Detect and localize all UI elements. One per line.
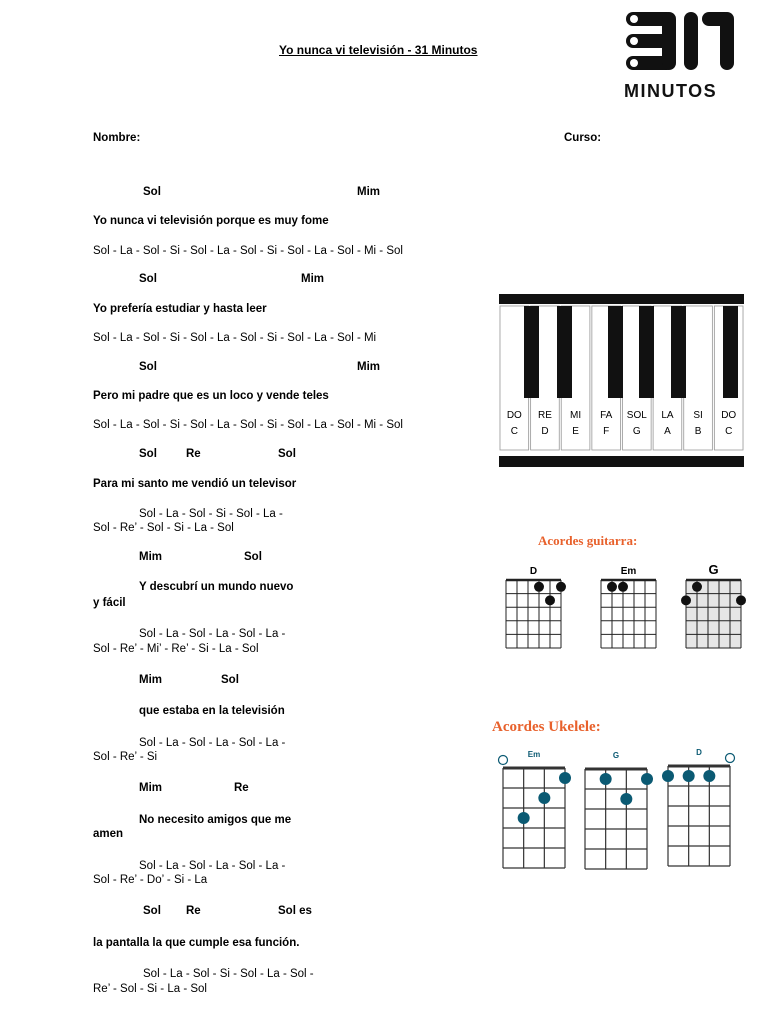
chord-label: Sol <box>278 448 296 460</box>
chord-finger-dot <box>662 770 674 782</box>
chord-label: Sol <box>143 905 161 917</box>
notes-line: Sol - La - Sol - La - Sol - La - <box>139 737 286 749</box>
piano-black-key <box>723 306 738 398</box>
chord-label: Mim <box>139 674 162 686</box>
ukulele-chord-d <box>662 748 730 866</box>
chord-finger-dot <box>538 792 550 804</box>
chord-label: Sol <box>143 186 161 198</box>
chord-finger-dot <box>681 595 691 605</box>
chord-finger-dot <box>534 582 544 592</box>
chord-label: Sol <box>139 448 157 460</box>
ukulele-chord-diagrams <box>496 742 746 874</box>
notes-line: Sol - La - Sol - Si - Sol - La - Sol - <box>143 968 314 980</box>
notes-line-continued: Sol - Re’ - Do’ - Si - La <box>93 874 208 886</box>
guitar-chord-em <box>601 566 656 648</box>
logo-graphic <box>622 8 740 100</box>
guitar-chord-diagrams <box>496 560 758 656</box>
piano-key-solfege: DO <box>506 410 522 421</box>
piano-key-letter: F <box>603 426 610 437</box>
lyric-line: Pero mi padre que es un loco y vende teles <box>93 390 329 402</box>
notes-line: Sol - La - Sol - Si - Sol - La - Sol - Si - Sol - La - Sol - Mi - Sol <box>93 419 403 431</box>
chord-finger-dot <box>556 582 566 592</box>
guitar-chords <box>496 560 758 656</box>
chord-finger-dot <box>683 770 695 782</box>
chord-label: Sol <box>221 674 239 686</box>
chord-finger-dot <box>641 773 653 785</box>
lyric-line: Y descubrí un mundo nuevo <box>139 581 294 593</box>
chord-finger-dot <box>736 595 746 605</box>
lyric-line-continued: amen <box>93 828 124 840</box>
chord-label: Mim <box>357 361 380 373</box>
ukulele-chords <box>496 742 746 874</box>
piano-diagram <box>499 294 744 467</box>
chord-label: Re <box>186 448 201 460</box>
ukulele-chord-name: Em <box>527 750 541 759</box>
chord-label: Mim <box>357 186 380 198</box>
guitar-chords-title: Acordes guitarra: <box>538 533 638 548</box>
chord-finger-dot <box>559 772 571 784</box>
chord-label: Mim <box>301 273 324 285</box>
chord-finger-dot <box>618 582 628 592</box>
chord-finger-dot <box>545 595 555 605</box>
logo-31-minutos <box>622 8 740 100</box>
curso-label: Curso: <box>564 132 602 144</box>
piano-key-solfege: SOL <box>626 410 647 421</box>
ukulele-chord-name: G <box>612 751 620 760</box>
piano-key-letter: C <box>725 426 733 437</box>
lyric-line: No necesito amigos que me <box>139 814 292 826</box>
chord-label: Mim <box>139 551 162 563</box>
notes-line: Sol - La - Sol - Si - Sol - La - <box>139 508 283 520</box>
open-string-marker <box>726 754 735 763</box>
piano-key-solfege: SI <box>693 410 703 421</box>
piano-key-letter: G <box>632 426 641 437</box>
piano-key-solfege: RE <box>537 410 552 421</box>
chord-label: Mim <box>139 782 162 794</box>
lyric-line: Para mi santo me vendió un televisor <box>93 478 297 490</box>
chord-label: Re <box>186 905 201 917</box>
piano-black-key <box>608 306 623 398</box>
guitar-chord-name: D <box>529 566 538 577</box>
guitar-chord-name: Em <box>620 566 637 577</box>
piano-keyboard <box>499 294 744 467</box>
chord-label: Sol <box>244 551 262 563</box>
lyric-line: Yo prefería estudiar y hasta leer <box>93 303 267 315</box>
chord-label: Sol <box>139 361 157 373</box>
piano-black-key <box>557 306 572 398</box>
chord-label: Sol es <box>278 905 312 917</box>
nombre-label: Nombre: <box>93 132 141 144</box>
chord-finger-dot <box>703 770 715 782</box>
lyric-line: la pantalla la que cumple esa función. <box>93 937 300 949</box>
notes-line-continued: Sol - Re’ - Sol - Si - La - Sol <box>93 522 234 534</box>
guitar-chord-g <box>681 562 746 648</box>
piano-key-letter: B <box>694 426 702 437</box>
piano-key-solfege: LA <box>661 410 674 421</box>
ukulele-chord-g <box>585 751 653 869</box>
logo-word: MINUTOS <box>624 81 718 100</box>
piano-black-key <box>524 306 539 398</box>
piano-key-letter: D <box>541 426 549 437</box>
ukulele-chord-em <box>503 750 571 868</box>
chord-label: Sol <box>139 273 157 285</box>
ukulele-chords-title: Acordes Ukelele: <box>492 719 601 735</box>
piano-black-key <box>639 306 654 398</box>
notes-line: Sol - La - Sol - Si - Sol - La - Sol - Si - Sol - La - Sol - Mi - Sol <box>93 245 403 257</box>
piano-key-solfege: FA <box>600 410 613 421</box>
guitar-chord-d <box>506 566 566 648</box>
lyric-line-continued: y fácil <box>93 597 126 609</box>
chord-finger-dot <box>692 582 702 592</box>
chord-finger-dot <box>607 582 617 592</box>
chord-finger-dot <box>518 812 530 824</box>
open-string-marker <box>499 756 508 765</box>
piano-key-letter: C <box>510 426 518 437</box>
lyric-line: que estaba en la televisión <box>139 705 285 717</box>
chord-finger-dot <box>620 793 632 805</box>
chord-label: Re <box>234 782 249 794</box>
notes-line-continued: Sol - Re’ - Mi’ - Re’ - Si - La - Sol <box>93 643 259 655</box>
page-title: Yo nunca vi televisión - 31 Minutos <box>279 43 478 57</box>
piano-key-letter: E <box>572 426 579 437</box>
lyric-line: Yo nunca vi televisión porque es muy fome <box>93 215 329 227</box>
notes-line: Sol - La - Sol - Si - Sol - La - Sol - Si - Sol - La - Sol - Mi <box>93 332 377 344</box>
piano-key-solfege: DO <box>721 410 737 421</box>
piano-key-solfege: MI <box>570 410 582 421</box>
notes-line-continued: Sol - Re’ - Si <box>93 751 158 763</box>
piano-black-key <box>671 306 686 398</box>
piano-key-letter: A <box>664 426 671 437</box>
notes-line: Sol - La - Sol - La - Sol - La - <box>139 860 286 872</box>
guitar-chord-name: G <box>708 562 719 577</box>
notes-line: Sol - La - Sol - La - Sol - La - <box>139 628 286 640</box>
chord-finger-dot <box>600 773 612 785</box>
notes-line-continued: Re’ - Sol - Si - La - Sol <box>93 983 207 995</box>
ukulele-chord-name: D <box>696 748 702 757</box>
